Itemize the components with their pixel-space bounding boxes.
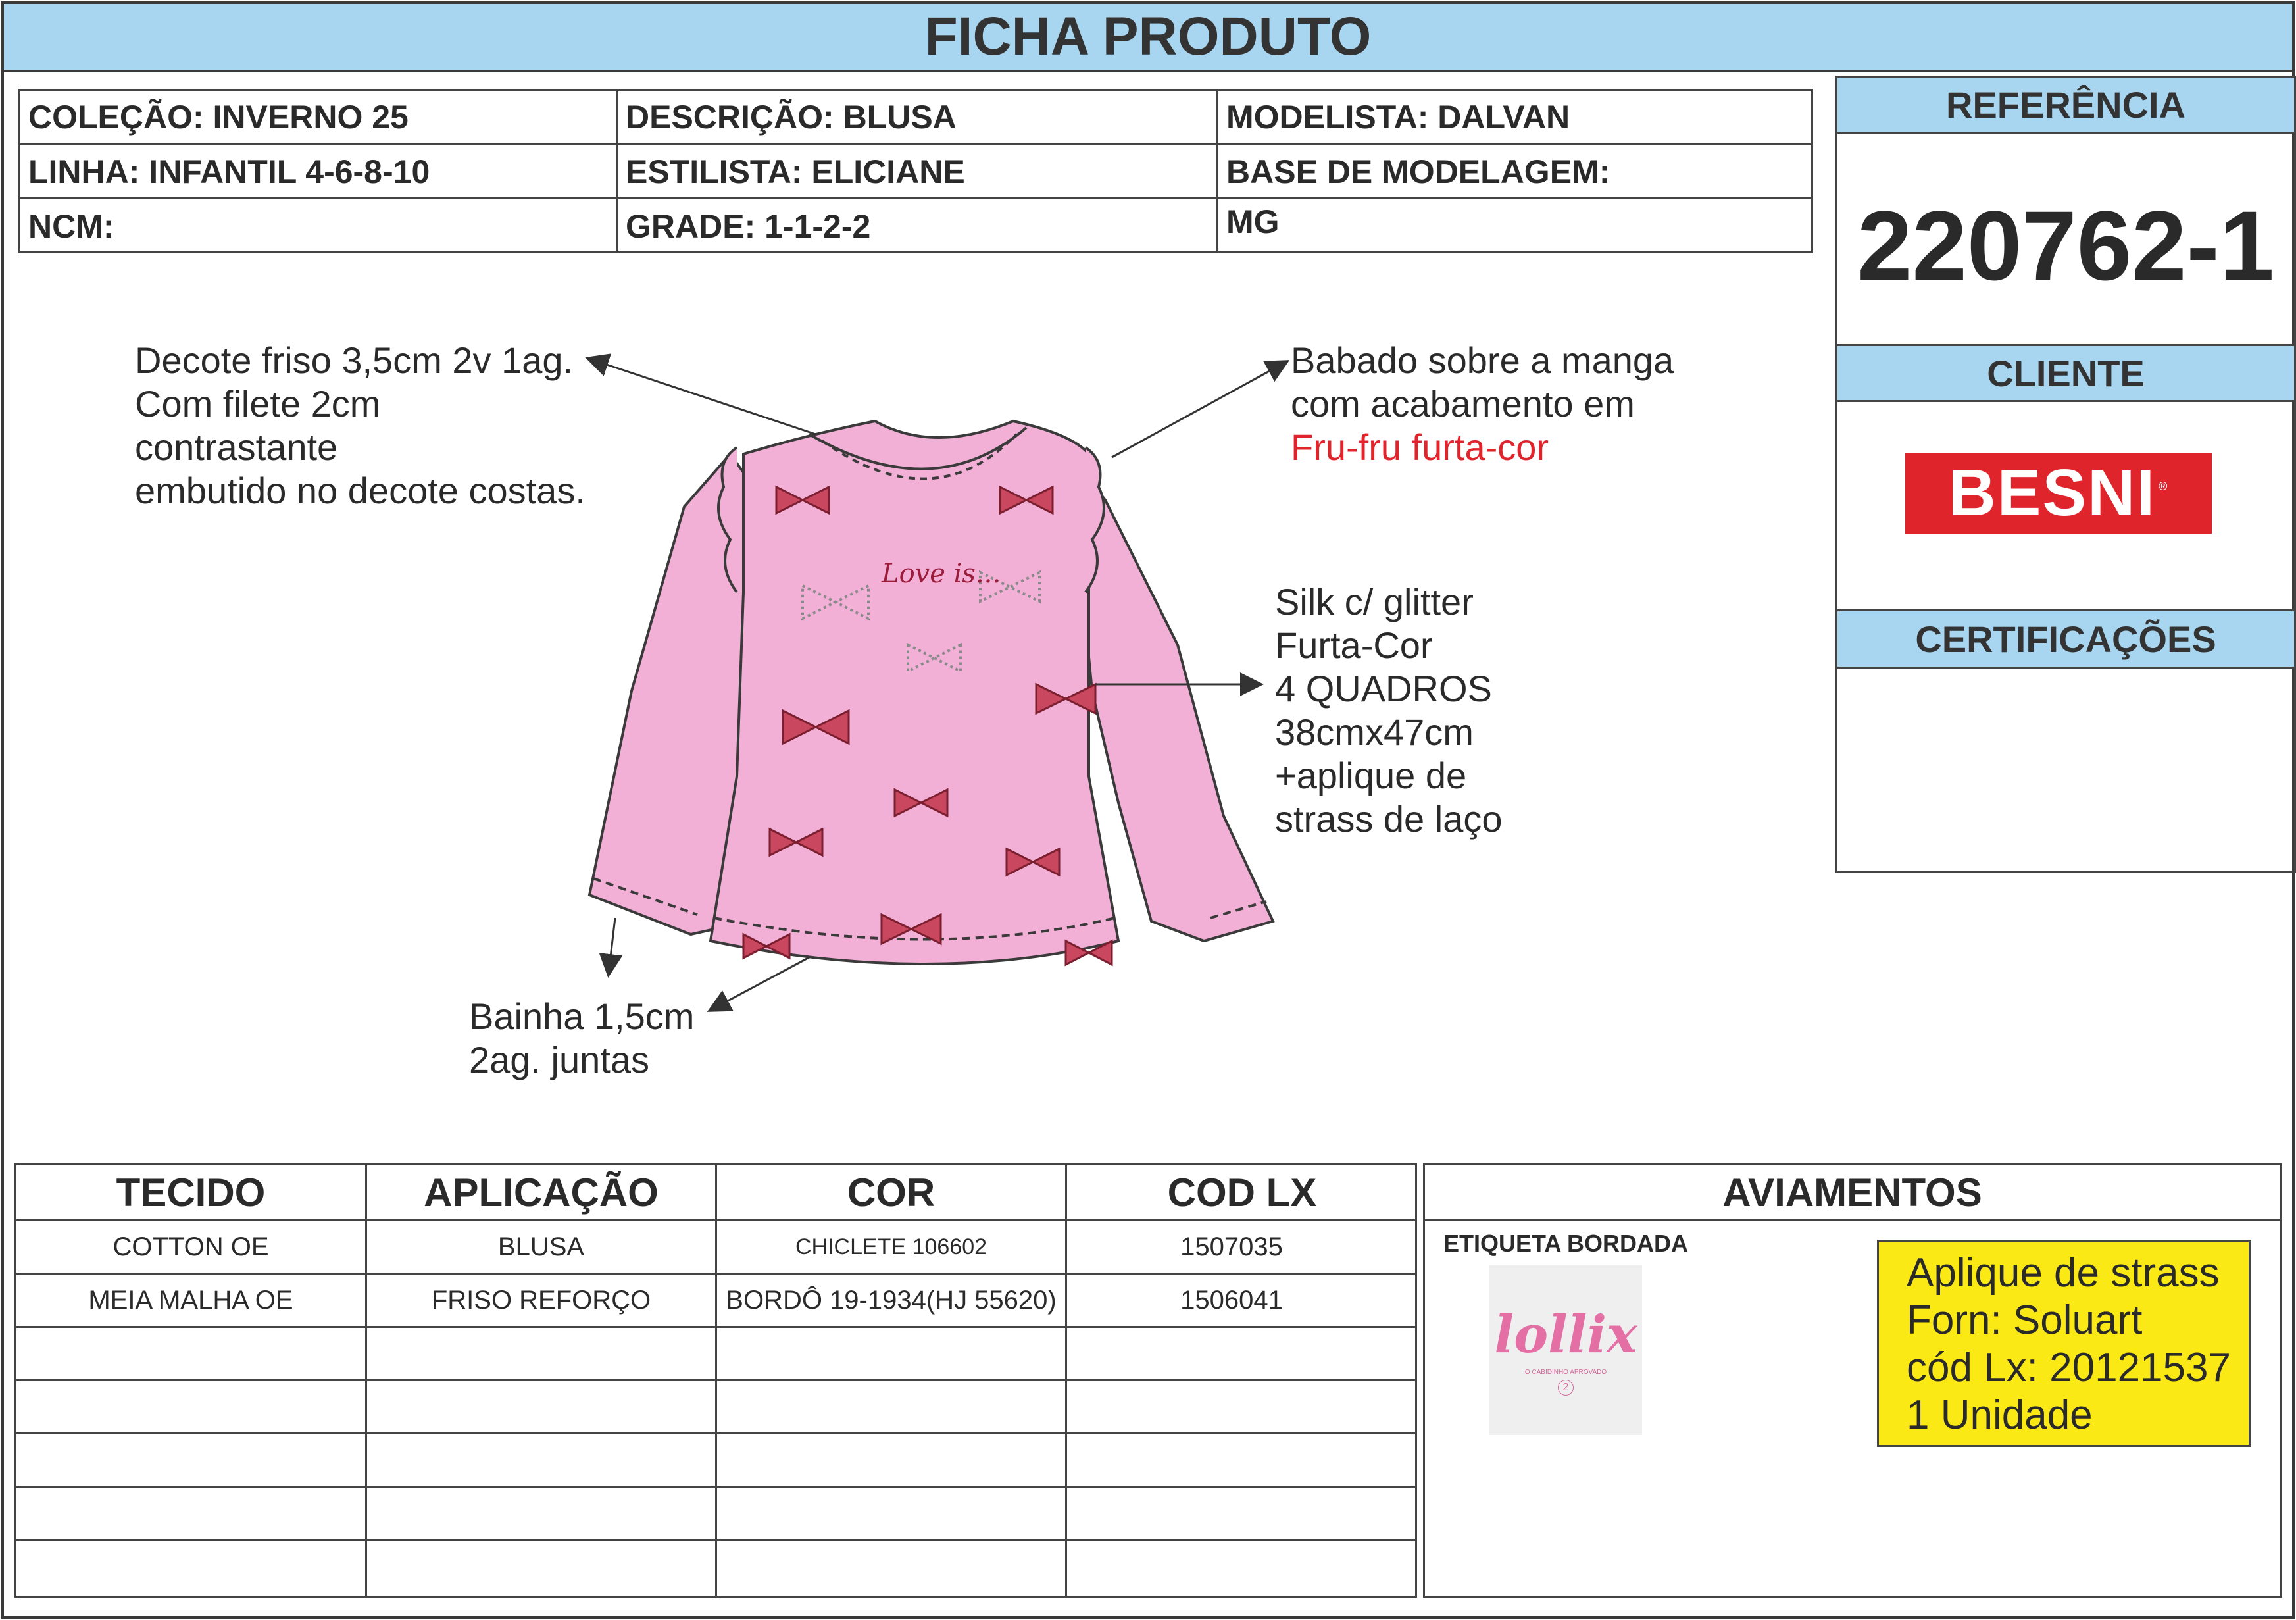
header-tecido: TECIDO <box>116 1170 266 1215</box>
page-title: FICHA PRODUTO <box>1 1 2295 72</box>
lollix-logo: lollix <box>1494 1305 1637 1365</box>
ncm-field: NCM: <box>28 208 114 245</box>
base-modelagem-field: BASE DE MODELAGEM: <box>1226 153 1610 190</box>
babado-note <box>1291 339 1674 469</box>
lollix-label-image <box>1489 1265 1642 1435</box>
table-cell: MEIA MALHA OE <box>88 1285 293 1315</box>
silk-note: Silk c/ glitter Furta-Cor 4 QUADROS 38cmx47cm +aplique de strass de laço <box>1275 581 1503 840</box>
table-cell: 1506041 <box>1180 1285 1283 1315</box>
table-cell: BORDÔ 19-1934(HJ 55620) <box>726 1285 1057 1315</box>
besni-logo-mark: ® <box>2159 480 2169 493</box>
referencia-number: 220762-1 <box>1857 190 2274 301</box>
shirt-drawing <box>589 421 1273 964</box>
certificacoes-header: CERTIFICAÇÕES <box>1837 609 2294 669</box>
table-cell: 1507035 <box>1180 1232 1283 1261</box>
table-cell: COTTON OE <box>112 1232 269 1261</box>
cliente-header: CLIENTE <box>1837 344 2294 402</box>
modelista-field: MODELISTA: DALVAN <box>1226 99 1570 136</box>
header-cod-lx: COD LX <box>1167 1170 1317 1215</box>
aviamentos-box <box>1423 1163 2282 1598</box>
lollix-size-badge: 2 <box>1558 1380 1574 1396</box>
mg-field: MG <box>1226 203 1280 240</box>
etiqueta-label: ETIQUETA BORDADA <box>1443 1230 1688 1257</box>
descricao-field: DESCRIÇÃO: BLUSA <box>626 99 957 136</box>
table-cell: FRISO REFORÇO <box>431 1285 651 1315</box>
decote-note: Decote friso 3,5cm 2v 1ag. Com filete 2cm contrastante embutido no decote costas. <box>135 340 586 511</box>
strass-note: Aplique de strass Forn: Soluart cód Lx: 20121537 1 Unidade <box>1877 1240 2251 1447</box>
grade-field: GRADE: 1-1-2-2 <box>626 208 871 245</box>
babado-red-text: Fru-fru furta-cor <box>1291 426 1549 468</box>
linha-field: LINHA: INFANTIL 4-6-8-10 <box>28 153 430 190</box>
referencia-header: REFERÊNCIA <box>1837 78 2294 134</box>
lollix-subtext: O CABIDINHO APROVADO <box>1524 1369 1607 1376</box>
colecao-field: COLEÇÃO: INVERNO 25 <box>28 99 409 136</box>
besni-logo-text: BESNI <box>1948 456 2157 530</box>
header-cor: COR <box>847 1170 936 1215</box>
bainha-note: Bainha 1,5cm 2ag. juntas <box>469 996 695 1080</box>
estilista-field: ESTILISTA: ELICIANE <box>626 153 965 190</box>
aviamentos-header: AVIAMENTOS <box>1425 1165 2280 1221</box>
print-text: Love is... <box>882 559 1001 589</box>
babado-text: Babado sobre a manga com acabamento em <box>1291 340 1674 424</box>
table-cell: CHICLETE 106602 <box>795 1234 987 1259</box>
fabric-table <box>14 1163 1417 1598</box>
header-aplicacao: APLICAÇÃO <box>424 1170 659 1215</box>
table-cell: BLUSA <box>497 1232 585 1261</box>
